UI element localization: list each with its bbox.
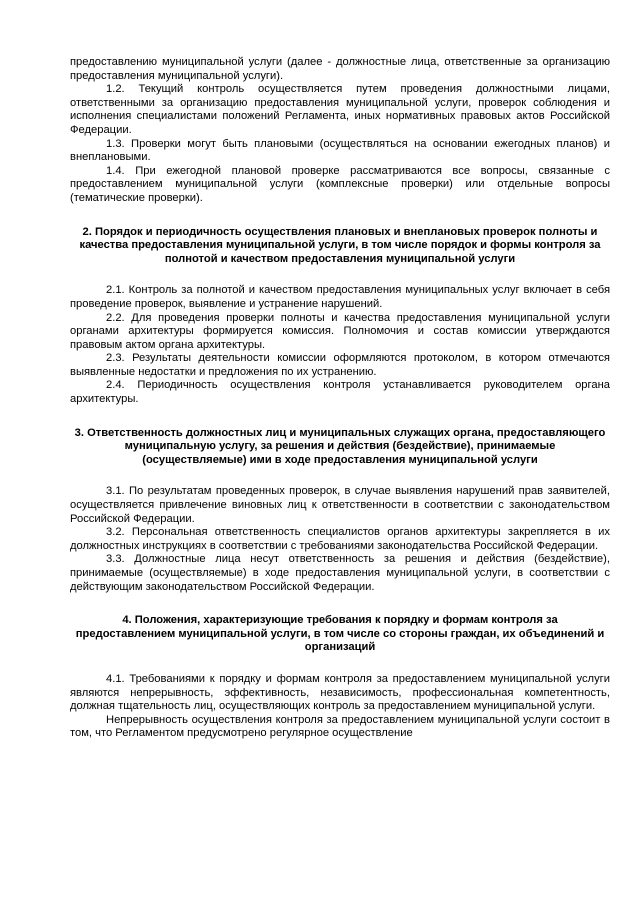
paragraph-4-1: 4.1. Требованиями к порядку и формам контроля за предоставлением муниципальной услуги являются непрерывность, эффективность, независимость, профессиональная компетентность, должная тщательность лиц, осуществляющих контроль за предоставлением муниципальной услуги. xyxy=(70,672,610,713)
paragraph-2-3: 2.3. Результаты деятельности комиссии оформляются протоколом, в котором отмечаются выявленные недостатки и предложения по их устранению. xyxy=(70,352,610,378)
paragraph-3-3: 3.3. Должностные лица несут ответственность за решения и действия (бездействие), принимаемые (осуществляемые) в ходе предоставления муниципальной услуги, в соответствии с действующим законодательством Российской Федерации. xyxy=(70,553,610,593)
document-page xyxy=(70,56,610,741)
paragraph-2-4: 2.4. Периодичность осуществления контроля устанавливается руководителем органа архитектуры. xyxy=(70,379,610,406)
paragraph-2-1: 2.1. Контроль за полнотой и качеством предоставления муниципальных услуг включает в себя проведение проверок, выявление и устранение нарушений. xyxy=(70,284,610,310)
paragraph-3-2: 3.2. Персональная ответственность специалистов органов архитектуры закрепляется в их должностных инструкциях в соответствии с требованиями законодательства Российской Федерации. xyxy=(70,526,610,552)
paragraph-3-1: 3.1. По результатам проведенных проверок, в случае выявления нарушений прав заявителей, осуществляется привлечение виновных лиц к ответственности в соответствии с законодательством Российской Федерации. xyxy=(70,485,610,525)
paragraph-4-continuity: Непрерывность осуществления контроля за предоставлением муниципальной услуги состоит в том, что Регламентом предусмотрено регулярное осуществление xyxy=(70,713,610,740)
paragraph-1-2: 1.2. Текущий контроль осуществляется путем проведения должностными лицами, ответственными за организацию предоставления муниципальной услуги, проверок соблюдения и исполнения специалистами положений Регламента, иных нормативных правовых актов Российской Федерации. xyxy=(70,83,610,136)
intro-continuation-paragraph: предоставлению муниципальной услуги (далее - должностные лица, ответственные за организацию предоставления муниципальной услуги). xyxy=(70,56,610,82)
section-2-heading: 2. Порядок и периодичность осуществления плановых и внеплановых проверок полноты и качества предоставления муниципальной услуги, в том числе порядок и формы контроля за полнотой и качеством предоставления муниципальной услуги xyxy=(79,225,601,265)
section-3-heading: 3. Ответственность должностных лиц и муниципальных служащих органа, предоставляющего муниципальную услугу, за решения и действия (бездействие), принимаемые (осуществляемые) ими в ходе предоставления муниципальной услуги xyxy=(74,426,606,466)
paragraph-1-3: 1.3. Проверки могут быть плановыми (осуществляться на основании ежегодных планов) и внеплановыми. xyxy=(70,137,610,164)
section-4-heading: 4. Положения, характеризующие требования к порядку и формам контроля за предоставлением муниципальной услуги, в том числе со стороны граждан, их объединений и организаций xyxy=(75,614,605,654)
paragraph-2-2: 2.2. Для проведения проверки полноты и качества предоставления муниципальной услуги органами архитектуры формируется комиссия. Полномочия и состав комиссии утверждаются правовым актом органа архитектуры. xyxy=(70,311,610,351)
paragraph-1-4: 1.4. При ежегодной плановой проверке рассматриваются все вопросы, связанные с предоставлением муниципальной услуги (комплексные проверки) или отдельные вопросы (тематические проверки). xyxy=(70,164,610,204)
